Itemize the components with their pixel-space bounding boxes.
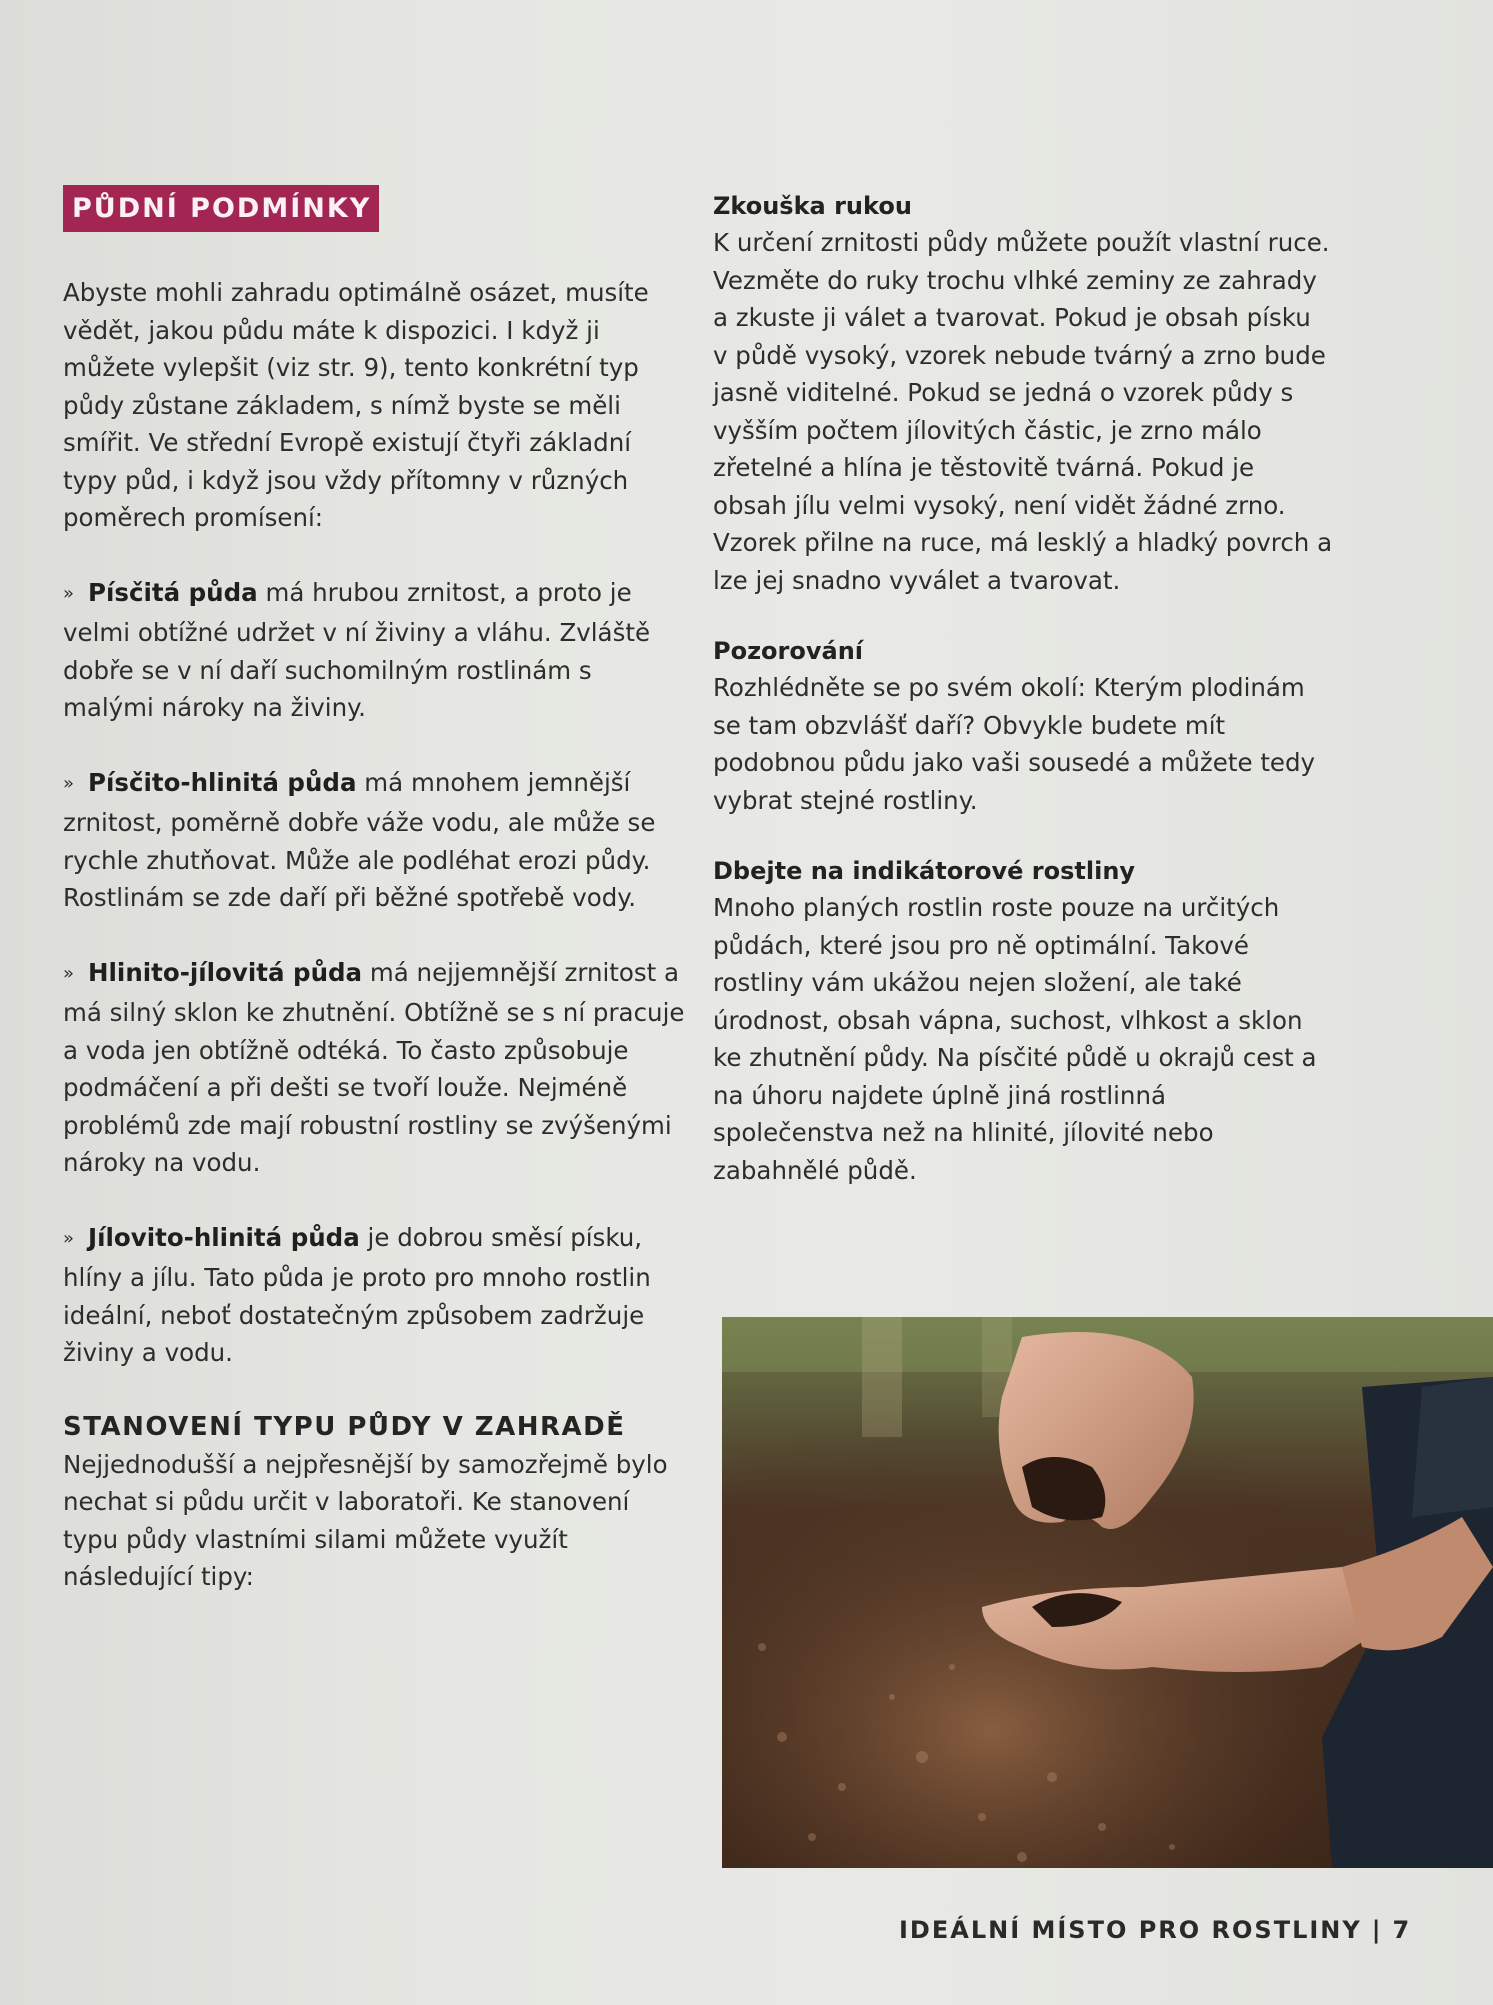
bullet-sandy-soil — [63, 574, 685, 727]
running-title: IDEÁLNÍ MÍSTO PRO ROSTLINY — [899, 1916, 1362, 1944]
running-footer — [899, 1916, 1412, 1944]
right-column — [713, 188, 1333, 1223]
bullet-marker: » — [63, 1227, 75, 1249]
soil-hands-photo — [722, 1317, 1493, 1868]
soil-hands-illustration — [722, 1317, 1493, 1868]
bullet-marker: » — [63, 962, 75, 984]
bullet-text: má hrubou zrnitost, a proto je velmi obtížné udržet v ní živiny a vláhu. Zvláště dobře se v ní daří suchomilným rostlinám s malými nároky na živiny. — [63, 577, 651, 722]
page-number: 7 — [1392, 1916, 1412, 1944]
tip-heading: Zkouška rukou — [713, 192, 912, 220]
tip-text: Mnoho planých rostlin roste pouze na určitých půdách, které jsou pro ně optimální. Takové rostliny vám ukážou nejen složení, ale také úrodnost, obsah vápna, suchost, vlhkost a sklon ke zhutnění půdy. Na písčité půdě u okrajů cest a na úhoru najdete úplně jiná rostlinná společenstva než na hlinité, jílovité nebo zabahnělé půdě. — [713, 893, 1317, 1185]
bullet-title: Jílovito-hlinitá půda — [88, 1222, 360, 1252]
tip-indicator-plants — [713, 853, 1333, 1189]
bullet-marker: » — [63, 772, 75, 794]
tip-heading: Pozorování — [713, 637, 864, 665]
intro-paragraph: Abyste mohli zahradu optimálně osázet, musíte vědět, jakou půdu máte k dispozici. I když ji můžete vylepšit (viz str. 9), tento konkrétní typ půdy zůstane základem, s nímž byste se měli smířit. Ve střední Evropě existují čtyři základní typy půd, i když jsou vždy přítomny v různých poměrech promísení: — [63, 278, 649, 532]
bullet-clay-loam-soil — [63, 1219, 685, 1372]
bullet-text: má nejjemnější zrnitost a má silný sklon ke zhutnění. Obtížně se s ní pracuje a voda jen obtížně odtéká. To často způsobuje podmáčení a při dešti se tvoří louže. Nejméně problémů zde mají robustní rostliny se zvýšenými nároky na vodu. — [63, 957, 685, 1177]
subsection-title: STANOVENÍ TYPU PŮDY V ZAHRADĚ — [63, 1411, 626, 1442]
bullet-loam-clay-soil — [63, 954, 685, 1182]
bullet-title: Písčitá půda — [88, 577, 258, 607]
bullet-title: Písčito-hlinitá půda — [88, 767, 357, 797]
footer-separator: | — [1371, 1916, 1383, 1944]
tip-text: Rozhlédněte se po svém okolí: Kterým plodinám se tam obzvlášť daří? Obvykle budete mít podobnou půdu jako vaši sousedé a můžete tedy vybrat stejné rostliny. — [713, 673, 1316, 815]
bullet-sandy-loam-soil — [63, 764, 685, 917]
tip-hand-test — [713, 188, 1333, 599]
subsection-paragraph: Nejjednodušší a nejpřesnější by samozřejmě bylo nechat si půdu určit v laboratoři. Ke stanovení typu půdy vlastními silami můžete využít následující tipy: — [63, 1449, 668, 1591]
tip-heading: Dbejte na indikátorové rostliny — [713, 857, 1136, 885]
bullet-text: má mnohem jemnější zrnitost, poměrně dobře váže vodu, ale může se rychle zhutňovat. Může ale podléhat erozi půdy. Rostlinám se zde daří při běžné spotřebě vody. — [63, 767, 656, 912]
tip-observation — [713, 633, 1333, 819]
bullet-marker: » — [63, 582, 75, 604]
bullet-title: Hlinito-jílovitá půda — [88, 957, 363, 987]
tip-text: K určení zrnitosti půdy můžete použít vlastní ruce. Vezměte do ruky trochu vlhké zeminy ze zahrady a zkuste ji válet a tvarovat. Pokud je obsah písku v půdě vysoký, vzorek nebude tvárný a zrno bude jasně viditelné. Pokud se jedná o vzorek půdy s vyšším počtem jílovitých částic, je zrno málo zřetelné a hlína je těstovitě tvárná. Pokud je obsah jílu velmi vysoký, není vidět žádné zrno. Vzorek přilne na ruce, má lesklý a hladký povrch a lze jej snadno vyválet a tvarovat. — [713, 228, 1333, 595]
section-title: PŮDNÍ PODMÍNKY — [63, 185, 379, 232]
bullet-text: je dobrou směsí písku, hlíny a jílu. Tato půda je proto pro mnoho rostlin ideální, neboť dostatečným způsobem zadržuje živiny a vodu. — [63, 1222, 651, 1367]
left-column — [63, 185, 685, 1596]
